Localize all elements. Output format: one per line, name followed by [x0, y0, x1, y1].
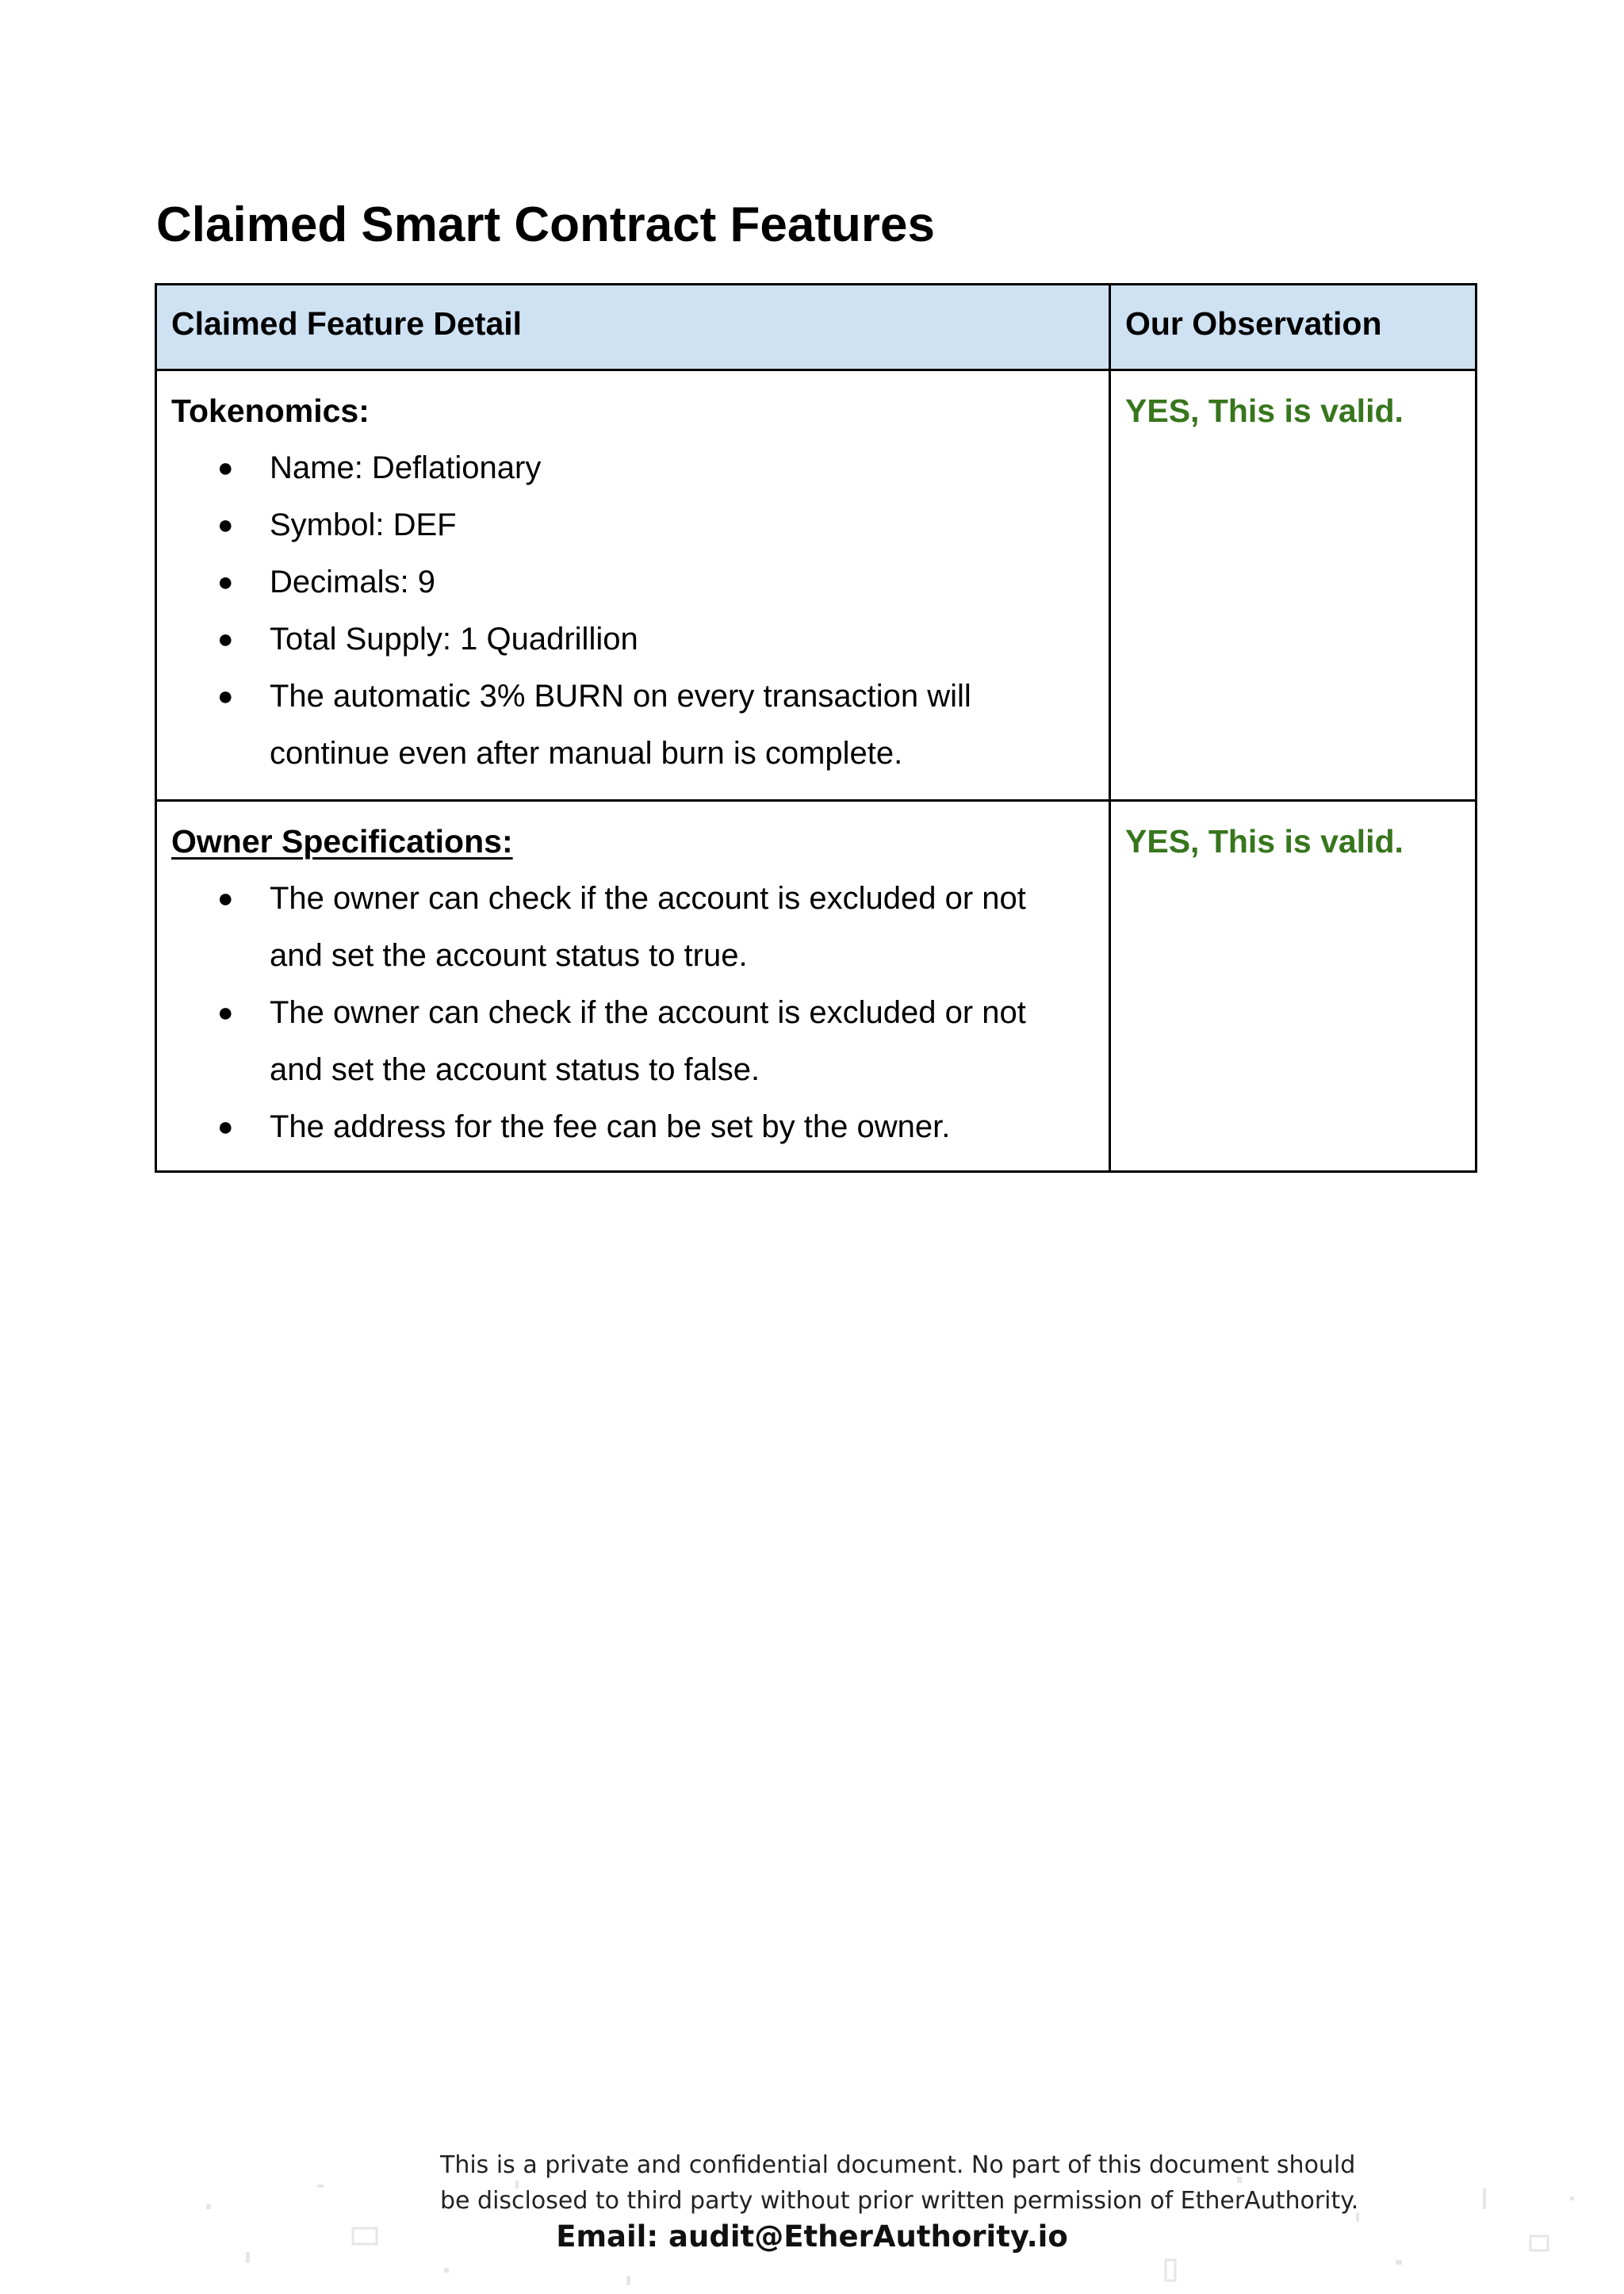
- list-item: [171, 870, 1094, 984]
- bullet-icon: ●: [217, 681, 234, 711]
- list-item-text-continued: continue even after manual burn is complete.: [270, 736, 903, 771]
- list-item-text: The owner can check if the account is excluded or not: [270, 881, 1026, 916]
- bullet-icon: ●: [217, 453, 234, 483]
- list-item-text: The address for the fee can be set by the owner.: [270, 1109, 951, 1144]
- list-item: [171, 496, 1094, 553]
- list-item: [171, 553, 1094, 611]
- feature-detail-cell: [156, 801, 1110, 1172]
- table-row: [156, 370, 1477, 801]
- list-item: [171, 1098, 1094, 1155]
- page-title: Claimed Smart Contract Features: [156, 197, 935, 252]
- section-heading-tokenomics: Tokenomics:: [171, 393, 370, 429]
- list-item: [171, 984, 1094, 1098]
- list-item: [171, 611, 1094, 668]
- section-heading-owner-specifications: Owner Specifications:: [171, 823, 513, 860]
- observation-cell: [1110, 801, 1477, 1172]
- list-item-text: The automatic 3% BURN on every transaction will: [270, 679, 971, 714]
- bullet-icon: ●: [217, 567, 234, 597]
- bullet-list: [171, 439, 1094, 782]
- list-item-text: Decimals: 9: [270, 565, 435, 599]
- list-item-text-continued: and set the account status to false.: [270, 1052, 760, 1087]
- bullet-list: [171, 870, 1094, 1155]
- confidentiality-notice-line-1: This is a private and confidential document. No part of this document should: [440, 2151, 1356, 2179]
- observation-cell: [1110, 370, 1477, 801]
- observation-valid: YES, This is valid.: [1125, 393, 1404, 429]
- header-feature-detail: Claimed Feature Detail: [156, 285, 1110, 370]
- list-item-text: Total Supply: 1 Quadrillion: [270, 622, 638, 657]
- bullet-icon: ●: [217, 624, 234, 654]
- contact-email: Email: audit@EtherAuthority.io: [556, 2219, 1068, 2254]
- list-item: [171, 668, 1094, 782]
- list-item-text: Name: Deflationary: [270, 450, 542, 485]
- bullet-icon: ●: [217, 1112, 234, 1142]
- features-table: [155, 283, 1477, 1173]
- list-item: [171, 439, 1094, 496]
- confidentiality-notice-line-2: be disclosed to third party without prior written permission of EtherAuthority.: [440, 2187, 1359, 2215]
- table-header-row: [156, 285, 1477, 370]
- bullet-icon: ●: [217, 510, 234, 540]
- feature-detail-cell: [156, 370, 1110, 801]
- list-item-text: The owner can check if the account is excluded or not: [270, 995, 1026, 1030]
- observation-valid: YES, This is valid.: [1125, 823, 1404, 860]
- confidentiality-notice: [440, 2147, 1358, 2219]
- header-observation: Our Observation: [1110, 285, 1477, 370]
- table-row: [156, 801, 1477, 1172]
- bullet-icon: ●: [217, 998, 234, 1028]
- bullet-icon: ●: [217, 883, 234, 913]
- list-item-text-continued: and set the account status to true.: [270, 938, 748, 973]
- list-item-text: Symbol: DEF: [270, 507, 457, 542]
